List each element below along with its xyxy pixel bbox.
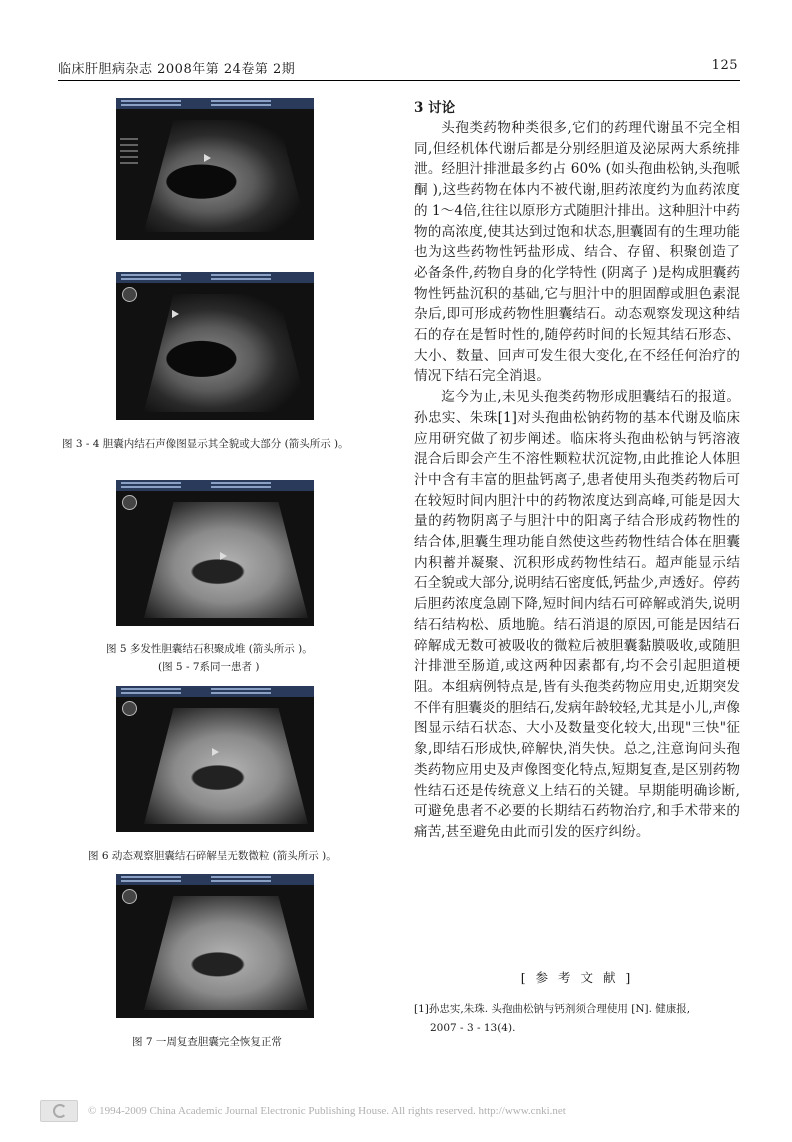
ultrasound-image-4 bbox=[116, 272, 314, 420]
arrow-indicator bbox=[220, 552, 227, 560]
references-title: [ 参 考 文 献 ] bbox=[520, 970, 634, 985]
reference-line: 2007 - 3 - 13(4). bbox=[430, 1022, 516, 1034]
section-title: 3 讨论 bbox=[414, 100, 456, 116]
arrow-indicator bbox=[204, 154, 211, 162]
footer bbox=[40, 1100, 752, 1122]
figure-caption-6: 图 6 动态观察胆囊结石碎解呈无数微粒 (箭头所示 )。 bbox=[88, 850, 337, 862]
journal-title: 临床肝胆病杂志 2008年第 24卷第 2期 bbox=[58, 62, 296, 77]
figure-caption-5: 图 5 多发性胆囊结石积聚成堆 (箭头所示 )。 bbox=[106, 643, 313, 655]
ultrasound-image-5 bbox=[116, 480, 314, 626]
cnki-logo-icon bbox=[40, 1100, 78, 1122]
arrow-indicator bbox=[212, 748, 219, 756]
ge-logo-icon bbox=[122, 701, 137, 716]
discussion-body bbox=[414, 118, 740, 843]
reference-line: [1]孙忠实,朱珠. 头孢曲松钠与钙剂须合理使用 [N]. 健康报, bbox=[414, 1003, 691, 1015]
arrow-indicator bbox=[172, 310, 179, 318]
ultrasound-image-6 bbox=[116, 686, 314, 832]
ultrasound-image-3 bbox=[116, 98, 314, 240]
header-rule bbox=[58, 80, 740, 81]
ultrasound-image-7 bbox=[116, 874, 314, 1018]
ge-logo-icon bbox=[122, 287, 137, 302]
reference-item bbox=[414, 1000, 740, 1038]
copyright-text: © 1994-2009 China Academic Journal Electronic Publishing House. All rights reserved. http://www.cnki.net bbox=[88, 1105, 566, 1117]
figure-caption-7: 图 7 一周复查胆囊完全恢复正常 bbox=[132, 1036, 282, 1048]
ge-logo-icon bbox=[122, 495, 137, 510]
figure-caption-3-4: 图 3 - 4 胆囊内结石声像图显示其全貌或大部分 (箭头所示 )。 bbox=[62, 438, 349, 450]
paragraph: 头孢类药物种类很多,它们的药理代谢虽不完全相同,但经机体代谢后都是分别经胆道及泌尿两大系统排泄。经胆汁排泄最多约占 60% (如头孢曲松钠,头孢哌酮 ),这些药物在体内不被代谢,胆药浓度约为血药浓度的 1～4倍,往往以原形方式随胆汁排出。这种胆汁中药物的高浓度,使其达到过饱和状态,胆囊固有的生理功能也为这些药物性钙盐形成、结合、存留、积聚创造了必备条件,药物自身的化学特性 (阴离子 )是构成胆囊药物性钙盐沉积的基础,它与胆汁中的胆固醇或胆色素混杂后,即可形成药物性胆囊结石。动态观察发现这种结石的存在是暂时性的,随停药时间的长短其结石形态、大小、数量、回声可发生很大变化,在不经任何治疗的情况下结石完全消退。 bbox=[414, 120, 740, 385]
ge-logo-icon bbox=[122, 889, 137, 904]
paragraph: 迄今为止,未见头孢类药物形成胆囊结石的报道。孙忠实、朱珠[1]对头孢曲松钠药物的基本代谢及临床应用研究做了初步阐述。临床将头孢曲松钠与钙溶液混合后即会产生不溶性颗粒状沉淀物,由此推论人体胆汁中含有丰富的胆盐钙离子,患者使用头孢类药物后可在较短时间内胆汁中的药物浓度达到高峰,可能是因大量的药物阴离子与胆汁中的阳离子结合形成药物性的结合体,胆囊生理功能自然使这些药物性结合体在胆囊内积蓄并凝聚、沉积形成药物性结石。超声能显示结石全貌或大部分,说明结石密度低,钙盐少,声透好。停药后胆药浓度急剧下降,短时间内结石可碎解或消失,说明结石结构松、质地脆。结石消退的原因,可能是因结石碎解成无数可被吸收的微粒后被胆囊黏膜吸收,或随胆汁排泄至肠道,或这两种因素都有,均不会引起胆道梗阻。本组病例特点是,皆有头孢类药物应用史,近期突发不伴有胆囊炎的胆结石,发病年龄较轻,尤其是小儿,声像图显示结石状态、大小及数量变化较大,出现"三快"征象,即结石形成快,碎解快,消失快。总之,注意询问头孢类药物应用史及声像图变化特点,短期复查,是区别药物性结石还是传统意义上结石的关键。早期能明确诊断,可避免患者不必要的长期结石药物治疗,和手术带来的痛苦,甚至避免由此而引发的医疗纠纷。 bbox=[414, 389, 740, 840]
page-number: 125 bbox=[711, 58, 738, 73]
figure-caption-5-note: (图 5 - 7系同一患者 ) bbox=[158, 661, 260, 673]
